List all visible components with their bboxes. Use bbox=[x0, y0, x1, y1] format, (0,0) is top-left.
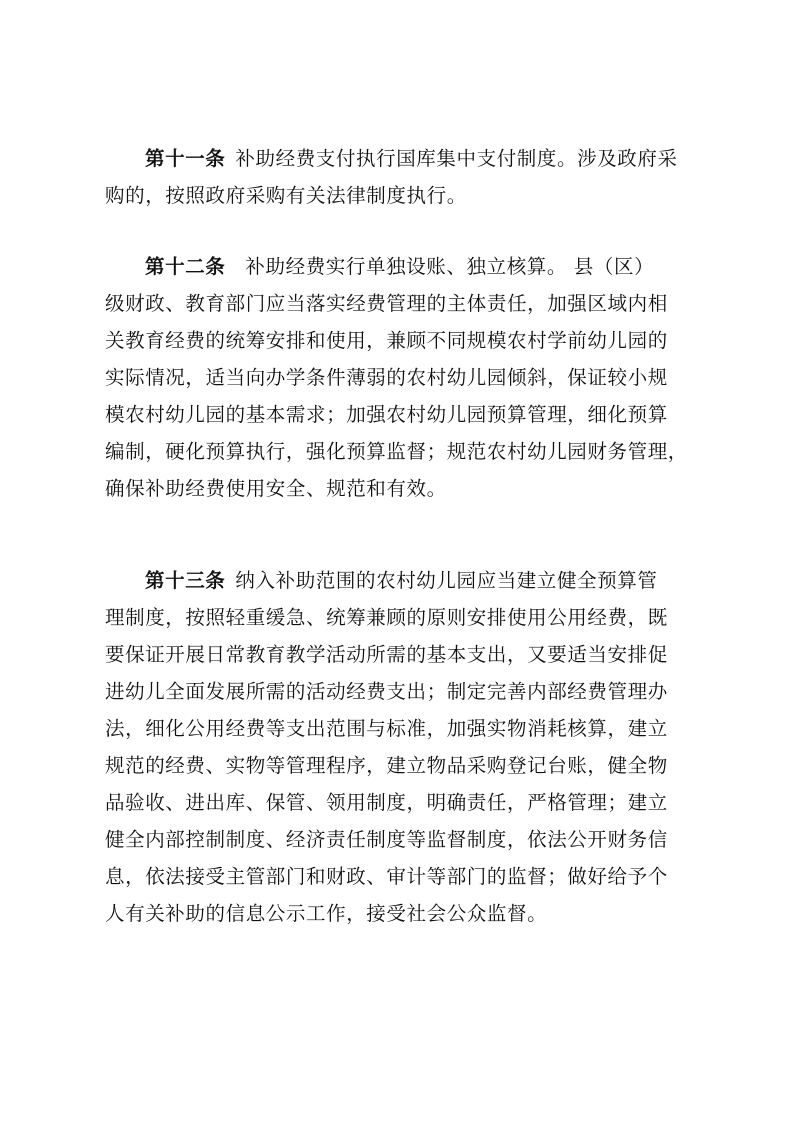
article-line: 购的，按照政府采购有关法律制度执行。 bbox=[105, 184, 467, 207]
article-12 bbox=[105, 248, 690, 507]
article-text: 纳入补助范围的农村幼儿园应当建立健全预算管 bbox=[235, 569, 658, 592]
article-line: 法，细化公用经费等支出范围与标准，加强实物消耗核算，建立 bbox=[105, 717, 668, 740]
article-line: 编制，硬化预算执行，强化预算监督；规范农村幼儿园财务管理， bbox=[105, 440, 688, 463]
article-line: 人有关补助的信息公示工作，接受社会公众监督。 bbox=[105, 902, 548, 925]
article-line: 要保证开展日常教育教学活动所需的基本支出，又要适当安排促 bbox=[105, 643, 668, 666]
article-text: 补助经费实行单独设账、独立核算。 县（区） bbox=[245, 255, 655, 278]
article-text: 补助经费支付执行国库集中支付制度。涉及政府采 bbox=[235, 147, 678, 170]
article-line: 确保补助经费使用安全、规范和有效。 bbox=[105, 477, 447, 500]
article-heading: 第十三条 bbox=[145, 569, 226, 592]
article-line: 模农村幼儿园的基本需求；加强农村幼儿园预算管理，细化预算 bbox=[105, 403, 668, 426]
article-line: 进幼儿全面发展所需的活动经费支出；制定完善内部经费管理办 bbox=[105, 680, 668, 703]
article-heading: 第十二条 bbox=[145, 255, 226, 278]
article-11 bbox=[105, 140, 690, 214]
article-line: 关教育经费的统筹安排和使用，兼顾不同规模农村学前幼儿园的 bbox=[105, 329, 668, 352]
article-heading: 第十一条 bbox=[145, 147, 226, 170]
article-line: 息，依法接受主管部门和财政、审计等部门的监督；做好给予个 bbox=[105, 865, 668, 888]
article-line: 级财政、教育部门应当落实经费管理的主体责任，加强区域内相 bbox=[105, 292, 668, 315]
article-line bbox=[105, 562, 690, 599]
article-13 bbox=[105, 562, 690, 932]
article-line bbox=[105, 248, 690, 285]
article-line: 理制度，按照轻重缓急、统筹兼顾的原则安排使用公用经费，既 bbox=[105, 606, 668, 629]
article-line: 健全内部控制制度、经济责任制度等监督制度，依法公开财务信 bbox=[105, 828, 668, 851]
article-line: 实际情况，适当向办学条件薄弱的农村幼儿园倾斜，保证较小规 bbox=[105, 366, 668, 389]
article-line: 规范的经费、实物等管理程序，建立物品采购登记台账，健全物 bbox=[105, 754, 668, 777]
article-line bbox=[105, 140, 690, 177]
article-line: 品验收、进出库、保管、领用制度，明确责任，严格管理；建立 bbox=[105, 791, 668, 814]
